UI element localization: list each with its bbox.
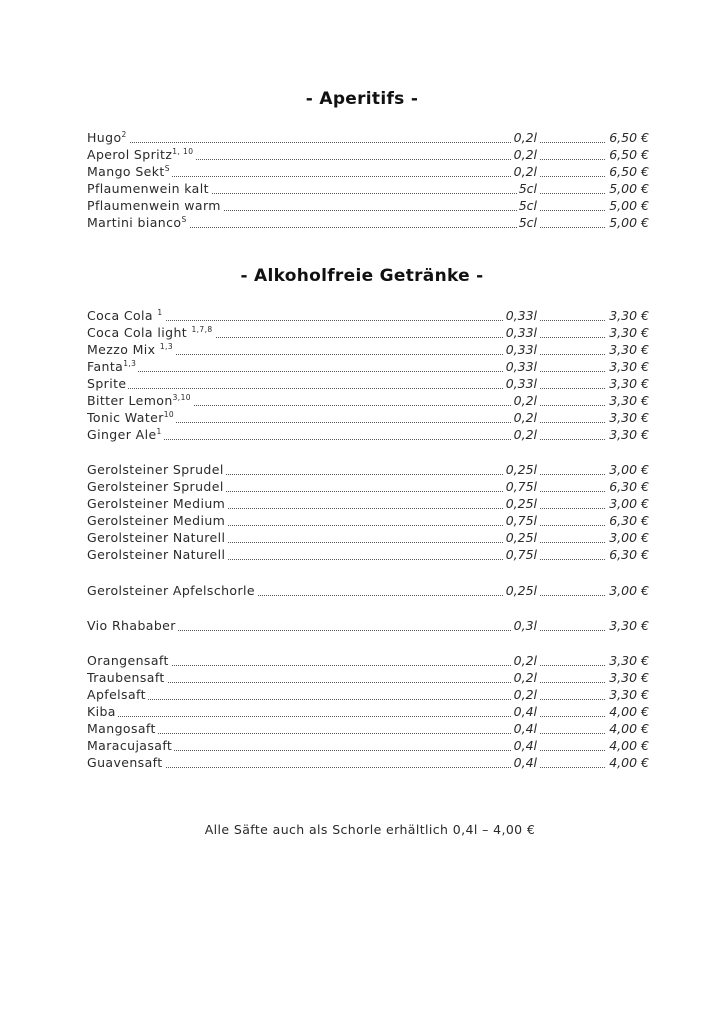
item-price: 4,00 €: [606, 720, 649, 737]
section-title-aperitifs: - Aperitifs -: [305, 89, 419, 109]
item-volume: 0,33l: [505, 376, 537, 391]
item-volume: 0,2l: [513, 130, 537, 145]
menu-item-gerolsteiner-naturell-025: [87, 529, 649, 546]
menu-item-mango-sekt: [87, 163, 649, 180]
item-name: Traubensaft: [87, 670, 165, 685]
dot-leader: [87, 720, 649, 737]
menu-item-maracujasaft: [87, 737, 649, 754]
item-volume: 0,33l: [505, 325, 537, 340]
item-price: 3,00 €: [606, 461, 649, 478]
item-volume: 0,25l: [505, 583, 537, 598]
item-volume: 0,33l: [505, 308, 537, 323]
dot-leader: [87, 129, 649, 146]
item-price: 4,00 €: [606, 703, 649, 720]
menu-item-ginger-ale: [87, 426, 649, 443]
item-volume: 0,2l: [513, 670, 537, 685]
dot-leader: [87, 703, 649, 720]
item-name: Maracujasaft: [87, 738, 173, 753]
item-name: Orangensaft: [87, 653, 169, 668]
item-name: Pflaumenwein warm: [87, 198, 221, 213]
dot-leader: [87, 754, 649, 771]
item-name: Gerolsteiner Sprudel: [87, 479, 224, 494]
menu-item-gerolsteiner-medium-025: [87, 495, 649, 512]
item-volume: 0,75l: [505, 479, 537, 494]
item-volume: 5cl: [518, 181, 537, 196]
item-price: 6,30 €: [606, 478, 649, 495]
item-volume: 0,75l: [505, 513, 537, 528]
item-name: Pflaumenwein kalt: [87, 181, 209, 196]
item-name: Coca Cola light $^{1,7,8}$: [87, 325, 213, 340]
menu-item-tonic-water: [87, 409, 649, 426]
item-price: 3,30 €: [606, 375, 649, 392]
item-price: 3,30 €: [606, 358, 649, 375]
item-name: Kiba: [87, 704, 116, 719]
item-price: 6,30 €: [606, 546, 649, 563]
item-volume: 0,4l: [513, 738, 537, 753]
item-volume: 0,4l: [513, 721, 537, 736]
item-name: Gerolsteiner Apfelschorle: [87, 583, 255, 598]
menu-item-hugo: [87, 129, 649, 146]
item-name: Mezzo Mix $^{1,3}$: [87, 342, 173, 357]
item-volume: 0,25l: [505, 462, 537, 477]
item-name: Aperol Spritz$^{1, 10}$: [87, 147, 194, 162]
dot-leader: [87, 669, 649, 686]
menu-item-fanta: [87, 358, 649, 375]
menu-item-mezzo-mix: [87, 341, 649, 358]
item-volume: 0,4l: [513, 704, 537, 719]
dot-leader: [87, 652, 649, 669]
item-name: Tonic Water$^{10}$: [87, 410, 175, 425]
item-name: Hugo$^2$: [87, 130, 127, 145]
menu-item-traubensaft: [87, 669, 649, 686]
menu-item-vio-rhababer: [87, 617, 649, 634]
menu-item-bitter-lemon: [87, 392, 649, 409]
item-volume: 0,25l: [505, 530, 537, 545]
item-price: 3,00 €: [606, 582, 649, 599]
item-volume: 5cl: [518, 215, 537, 230]
dot-leader: [87, 358, 649, 375]
item-price: 6,50 €: [606, 146, 649, 163]
item-name: Gerolsteiner Medium: [87, 513, 226, 528]
item-price: 3,30 €: [606, 307, 649, 324]
item-price: 3,30 €: [606, 392, 649, 409]
item-volume: 0,3l: [513, 618, 537, 633]
item-volume: 0,33l: [505, 342, 537, 357]
item-volume: 0,2l: [513, 393, 537, 408]
menu-item-orangensaft: [87, 652, 649, 669]
dot-leader: [87, 686, 649, 703]
item-volume: 0,2l: [513, 164, 537, 179]
menu-item-gerolsteiner-medium-075: [87, 512, 649, 529]
item-volume: 0,75l: [505, 547, 537, 562]
item-volume: 0,4l: [513, 755, 537, 770]
item-name: Gerolsteiner Sprudel: [87, 462, 224, 477]
item-name: Mango Sekt$^S$: [87, 164, 170, 179]
item-price: 5,00 €: [606, 197, 649, 214]
menu-item-pflaumenwein-kalt: [87, 180, 649, 197]
menu-item-mangosaft: [87, 720, 649, 737]
menu-item-kiba: [87, 703, 649, 720]
footer-note-schorle: Alle Säfte auch als Schorle erhältlich 0,4l – 4,00 €: [204, 822, 536, 837]
menu-item-aperol-spritz: [87, 146, 649, 163]
item-name: Vio Rhababer: [87, 618, 176, 633]
item-volume: 0,25l: [505, 496, 537, 511]
menu-item-martini-bianco: [87, 214, 649, 231]
item-volume: 0,2l: [513, 410, 537, 425]
item-price: 5,00 €: [606, 214, 649, 231]
menu-item-gerolsteiner-sprudel-075: [87, 478, 649, 495]
item-price: 3,30 €: [606, 426, 649, 443]
item-name: Sprite: [87, 376, 127, 391]
item-name: Mangosaft: [87, 721, 156, 736]
item-name: Bitter Lemon$^{3,10}$: [87, 393, 191, 408]
item-price: 5,00 €: [606, 180, 649, 197]
item-name: Gerolsteiner Naturell: [87, 547, 226, 562]
item-name: Gerolsteiner Naturell: [87, 530, 226, 545]
menu-item-guavensaft: [87, 754, 649, 771]
item-volume: 0,33l: [505, 359, 537, 374]
item-name: Coca Cola $^1$: [87, 308, 163, 323]
item-volume: 0,2l: [513, 427, 537, 442]
menu-item-gerolsteiner-sprudel-025: [87, 461, 649, 478]
item-volume: 0,2l: [513, 653, 537, 668]
item-price: 3,30 €: [606, 324, 649, 341]
item-price: 6,50 €: [606, 129, 649, 146]
item-price: 6,50 €: [606, 163, 649, 180]
item-volume: 0,2l: [513, 687, 537, 702]
item-price: 3,30 €: [606, 669, 649, 686]
item-name: Ginger Ale$^1$: [87, 427, 162, 442]
menu-item-gerolsteiner-naturell-075: [87, 546, 649, 563]
menu-item-apfelsaft: [87, 686, 649, 703]
item-price: 3,00 €: [606, 495, 649, 512]
item-price: 3,30 €: [606, 341, 649, 358]
menu-item-pflaumenwein-warm: [87, 197, 649, 214]
item-name: Martini bianco$^S$: [87, 215, 187, 230]
section-title-alkoholfreie-getraenke: - Alkoholfreie Getränke -: [240, 266, 484, 286]
menu-item-coca-cola: [87, 307, 649, 324]
item-volume: 5cl: [518, 198, 537, 213]
item-price: 3,30 €: [606, 409, 649, 426]
menu-item-sprite: [87, 375, 649, 392]
item-price: 3,00 €: [606, 529, 649, 546]
dot-leader: [87, 307, 649, 324]
item-price: 4,00 €: [606, 754, 649, 771]
item-price: 3,30 €: [606, 617, 649, 634]
item-price: 3,30 €: [606, 652, 649, 669]
item-name: Fanta$^{1,3}$: [87, 359, 137, 374]
item-name: Gerolsteiner Medium: [87, 496, 226, 511]
item-price: 3,30 €: [606, 686, 649, 703]
menu-item-gerolsteiner-apfelschorle: [87, 582, 649, 599]
item-name: Guavensaft: [87, 755, 163, 770]
dot-leader: [87, 375, 649, 392]
dot-leader: [87, 426, 649, 443]
item-price: 6,30 €: [606, 512, 649, 529]
menu-item-coca-cola-light: [87, 324, 649, 341]
item-name: Apfelsaft: [87, 687, 146, 702]
item-volume: 0,2l: [513, 147, 537, 162]
item-price: 4,00 €: [606, 737, 649, 754]
